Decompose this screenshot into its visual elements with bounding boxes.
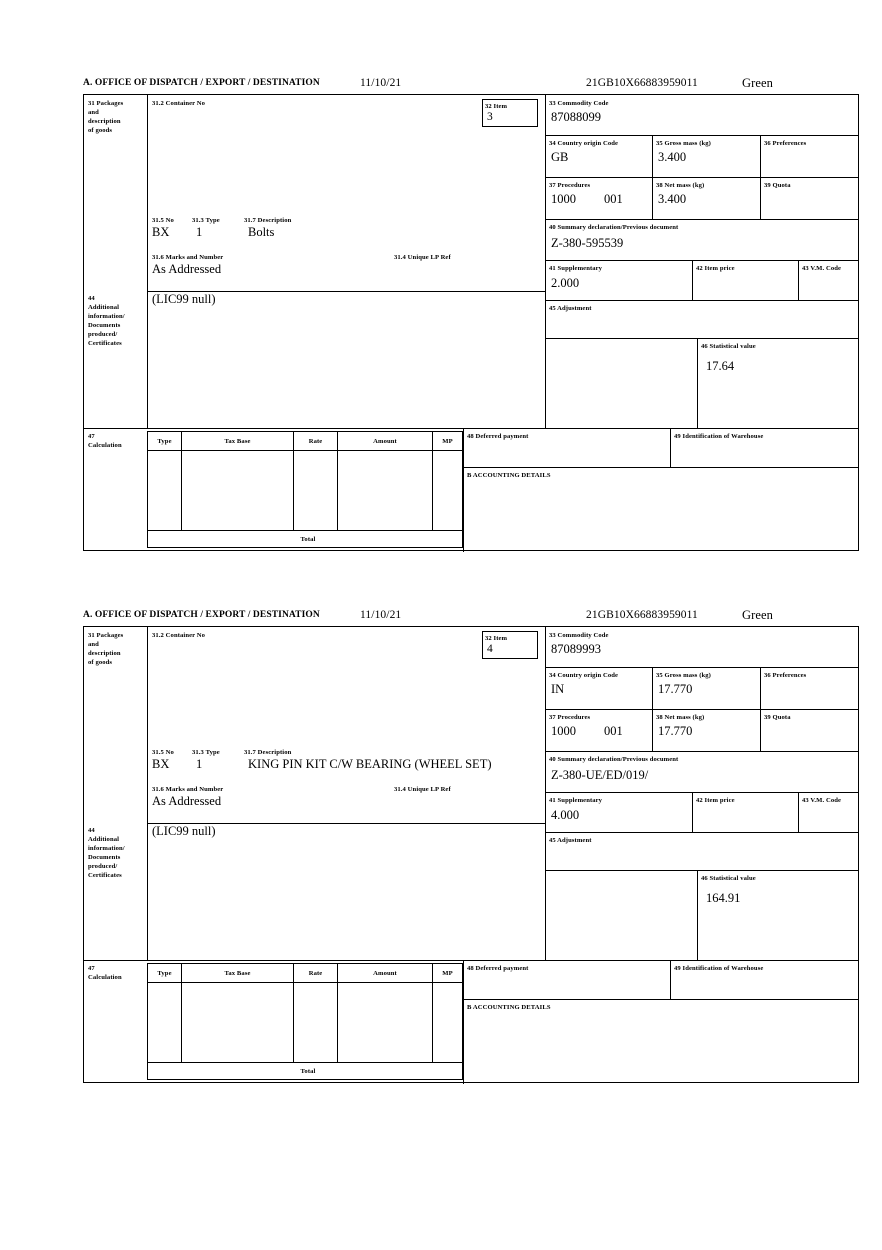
divider-h-45 — [545, 870, 858, 871]
declaration-box-2 — [83, 626, 859, 1083]
field-31-7-label: 31.7 Description — [244, 749, 292, 756]
field-33-label: 33 Commodity Code — [549, 632, 609, 639]
additional-information-value: (LIC99 null) — [152, 824, 216, 838]
calculation-table — [147, 963, 463, 1080]
previous-document-value: Z-380-UE/ED/019/ — [551, 768, 649, 782]
divider-v-41-42 — [692, 792, 693, 832]
field-41-label: 41 Supplementary — [549, 265, 603, 272]
field-31-7-label: 31.7 Description — [244, 217, 292, 224]
field-40-label: 40 Summary declaration/Previous document — [549, 224, 679, 231]
divider-h-33 — [545, 135, 858, 136]
field-43-label: 43 V.M. Code — [802, 265, 842, 272]
divider-v-49 — [670, 960, 671, 999]
calc-total-label: Total — [300, 536, 316, 543]
field-35-label: 35 Gross mass (kg) — [656, 672, 711, 679]
supplementary-units-value: 2.000 — [551, 276, 580, 290]
divider-v-48 — [463, 960, 464, 1084]
divider-v-46 — [697, 338, 698, 428]
divider-h-40 — [545, 792, 858, 793]
field-32-label: 32 Item — [485, 635, 508, 642]
divider-h-34 — [545, 709, 858, 710]
field-34-label: 34 Country origin Code — [549, 140, 619, 147]
divider-v-42-43 — [798, 260, 799, 300]
divider-v-49 — [670, 428, 671, 467]
form-header-2 — [83, 610, 861, 626]
field-44-label: 44 Additional information/ Documents produced/ Certificates — [88, 827, 125, 879]
country-origin-code-value: IN — [551, 682, 565, 696]
calc-col-amount-header: Amount — [373, 438, 397, 445]
field-48-label: 48 Deferred payment — [467, 433, 529, 440]
calculation-table — [147, 431, 463, 548]
net-mass-value: 17.770 — [658, 724, 693, 738]
field-32-item-box — [482, 99, 538, 127]
field-31-label: 31 Packages and description of goods — [88, 632, 124, 666]
calc-col-mp-header: MP — [442, 438, 453, 445]
commodity-code-value: 87088099 — [551, 110, 601, 124]
office-of-dispatch-label: A. OFFICE OF DISPATCH / EXPORT / DESTINATION — [83, 610, 320, 620]
goods-description-value: Bolts — [248, 225, 275, 239]
field-31-2-label: 31.2 Container No — [152, 100, 206, 107]
calc-col-rate-header: Rate — [308, 970, 323, 977]
field-B-label: B ACCOUNTING DETAILS — [467, 472, 551, 479]
field-34-label: 34 Country origin Code — [549, 672, 619, 679]
divider-v-41-42 — [692, 260, 693, 300]
procedure-code-value: 1000 — [551, 724, 576, 738]
field-39-label: 39 Quota — [764, 182, 791, 189]
divider-v-left — [147, 95, 148, 428]
commodity-code-value: 87089993 — [551, 642, 601, 656]
field-38-label: 38 Net mass (kg) — [656, 182, 705, 189]
calc-header-divider — [148, 450, 462, 451]
declaration-box-1 — [83, 94, 859, 551]
calc-col-amount-header: Amount — [373, 970, 397, 977]
divider-v-46 — [697, 870, 698, 960]
field-31-5-label: 31.5 No — [152, 217, 174, 224]
field-42-label: 42 Item price — [696, 265, 735, 272]
calc-col-divider-3 — [337, 432, 338, 530]
divider-v-35-36 — [760, 135, 761, 177]
field-45-label: 45 Adjustment — [549, 837, 592, 844]
field-44-label: 44 Additional information/ Documents produced/ Certificates — [88, 295, 125, 347]
divider-v-38-39 — [760, 709, 761, 751]
calc-col-taxbase-header: Tax Base — [224, 438, 251, 445]
previous-document-value: Z-380-595539 — [551, 236, 624, 250]
statistical-value-value: 164.91 — [706, 891, 741, 905]
field-32-label: 32 Item — [485, 103, 508, 110]
field-45-label: 45 Adjustment — [549, 305, 592, 312]
marks-and-number-value: As Addressed — [152, 794, 222, 808]
divider-h-41 — [545, 300, 858, 301]
calc-col-rate-header: Rate — [308, 438, 323, 445]
divider-v-38-39 — [760, 177, 761, 219]
divider-v-left — [147, 627, 148, 960]
field-40-label: 40 Summary declaration/Previous document — [549, 756, 679, 763]
field-31-4-label: 31.4 Unique LP Ref — [394, 254, 451, 261]
calc-col-type-header: Type — [157, 438, 172, 445]
divider-v-48 — [463, 428, 464, 552]
calc-col-mp-header: MP — [442, 970, 453, 977]
calc-col-divider-4 — [432, 964, 433, 1062]
field-39-label: 39 Quota — [764, 714, 791, 721]
gross-mass-value: 17.770 — [658, 682, 693, 696]
calc-total-divider — [148, 530, 462, 531]
field-31-3-label: 31.3 Type — [192, 217, 220, 224]
divider-v-37-38 — [652, 177, 653, 219]
field-47-label: 47 Calculation — [88, 433, 122, 449]
field-49-label: 49 Identification of Warehouse — [674, 965, 764, 972]
divider-v-35-36 — [760, 667, 761, 709]
field-36-label: 36 Preferences — [764, 140, 807, 147]
divider-h-41 — [545, 832, 858, 833]
divider-v-42-43 — [798, 792, 799, 832]
form-header-1 — [83, 78, 861, 94]
field-43-label: 43 V.M. Code — [802, 797, 842, 804]
field-35-label: 35 Gross mass (kg) — [656, 140, 711, 147]
field-31-4-label: 31.4 Unique LP Ref — [394, 786, 451, 793]
declaration-date: 11/10/21 — [360, 77, 402, 89]
customs-declaration-form-1 — [83, 78, 861, 551]
customs-declaration-form-2 — [83, 610, 861, 1083]
field-41-label: 41 Supplementary — [549, 797, 603, 804]
supplementary-units-value: 4.000 — [551, 808, 580, 822]
declaration-date: 11/10/21 — [360, 609, 402, 621]
field-49-label: 49 Identification of Warehouse — [674, 433, 764, 440]
divider-h-37 — [545, 219, 858, 220]
calc-col-divider-3 — [337, 964, 338, 1062]
calc-header-divider — [148, 982, 462, 983]
field-47-label: 47 Calculation — [88, 965, 122, 981]
calc-col-divider-1 — [181, 432, 182, 530]
calc-col-divider-2 — [293, 432, 294, 530]
divider-v-37-38 — [652, 709, 653, 751]
calc-col-divider-2 — [293, 964, 294, 1062]
field-36-label: 36 Preferences — [764, 672, 807, 679]
divider-dotted-46 — [545, 338, 546, 428]
packages-no-value: BX — [152, 225, 170, 239]
calc-total-label: Total — [300, 1068, 316, 1075]
divider-h-45 — [545, 338, 858, 339]
packages-no-value: BX — [152, 757, 170, 771]
marks-and-number-value: As Addressed — [152, 262, 222, 276]
field-31-6-label: 31.6 Marks and Number — [152, 786, 224, 793]
statistical-value-value: 17.64 — [706, 359, 735, 373]
routing-lane: Green — [742, 608, 774, 622]
calc-col-taxbase-header: Tax Base — [224, 970, 251, 977]
goods-description-value: KING PIN KIT C/W BEARING (WHEEL SET) — [248, 757, 492, 771]
divider-h-34 — [545, 177, 858, 178]
gross-mass-value: 3.400 — [658, 150, 687, 164]
divider-v-34-35 — [652, 667, 653, 709]
field-31-6-label: 31.6 Marks and Number — [152, 254, 224, 261]
divider-h-48 — [463, 999, 858, 1000]
net-mass-value: 3.400 — [658, 192, 687, 206]
field-37-label: 37 Procedures — [549, 182, 591, 189]
movement-reference-number: 21GB10X66883959011 — [586, 77, 698, 89]
divider-h-37 — [545, 751, 858, 752]
divider-h-33 — [545, 667, 858, 668]
field-31-3-label: 31.3 Type — [192, 749, 220, 756]
calc-col-type-header: Type — [157, 970, 172, 977]
office-of-dispatch-label: A. OFFICE OF DISPATCH / EXPORT / DESTINATION — [83, 78, 320, 88]
country-origin-code-value: GB — [551, 150, 569, 164]
divider-h-48 — [463, 467, 858, 468]
calc-col-divider-1 — [181, 964, 182, 1062]
field-48-label: 48 Deferred payment — [467, 965, 529, 972]
field-38-label: 38 Net mass (kg) — [656, 714, 705, 721]
divider-h-40 — [545, 260, 858, 261]
additional-procedure-code-value: 001 — [604, 192, 623, 206]
field-B-label: B ACCOUNTING DETAILS — [467, 1004, 551, 1011]
procedure-code-value: 1000 — [551, 192, 576, 206]
divider-h-47 — [84, 428, 858, 429]
additional-procedure-code-value: 001 — [604, 724, 623, 738]
divider-dotted-46 — [545, 870, 546, 960]
field-31-2-label: 31.2 Container No — [152, 632, 206, 639]
routing-lane: Green — [742, 76, 774, 90]
calc-total-divider — [148, 1062, 462, 1063]
divider-v-34-35 — [652, 135, 653, 177]
field-42-label: 42 Item price — [696, 797, 735, 804]
field-31-label: 31 Packages and description of goods — [88, 100, 124, 134]
field-37-label: 37 Procedures — [549, 714, 591, 721]
field-32-item-box — [482, 631, 538, 659]
packages-type-value: 1 — [196, 225, 203, 239]
additional-information-value: (LIC99 null) — [152, 292, 216, 306]
field-46-label: 46 Statistical value — [701, 343, 756, 350]
field-46-label: 46 Statistical value — [701, 875, 756, 882]
field-31-5-label: 31.5 No — [152, 749, 174, 756]
item-number-value: 4 — [487, 643, 493, 655]
divider-h-47 — [84, 960, 858, 961]
calc-col-divider-4 — [432, 432, 433, 530]
item-number-value: 3 — [487, 111, 493, 123]
packages-type-value: 1 — [196, 757, 203, 771]
field-33-label: 33 Commodity Code — [549, 100, 609, 107]
movement-reference-number: 21GB10X66883959011 — [586, 609, 698, 621]
